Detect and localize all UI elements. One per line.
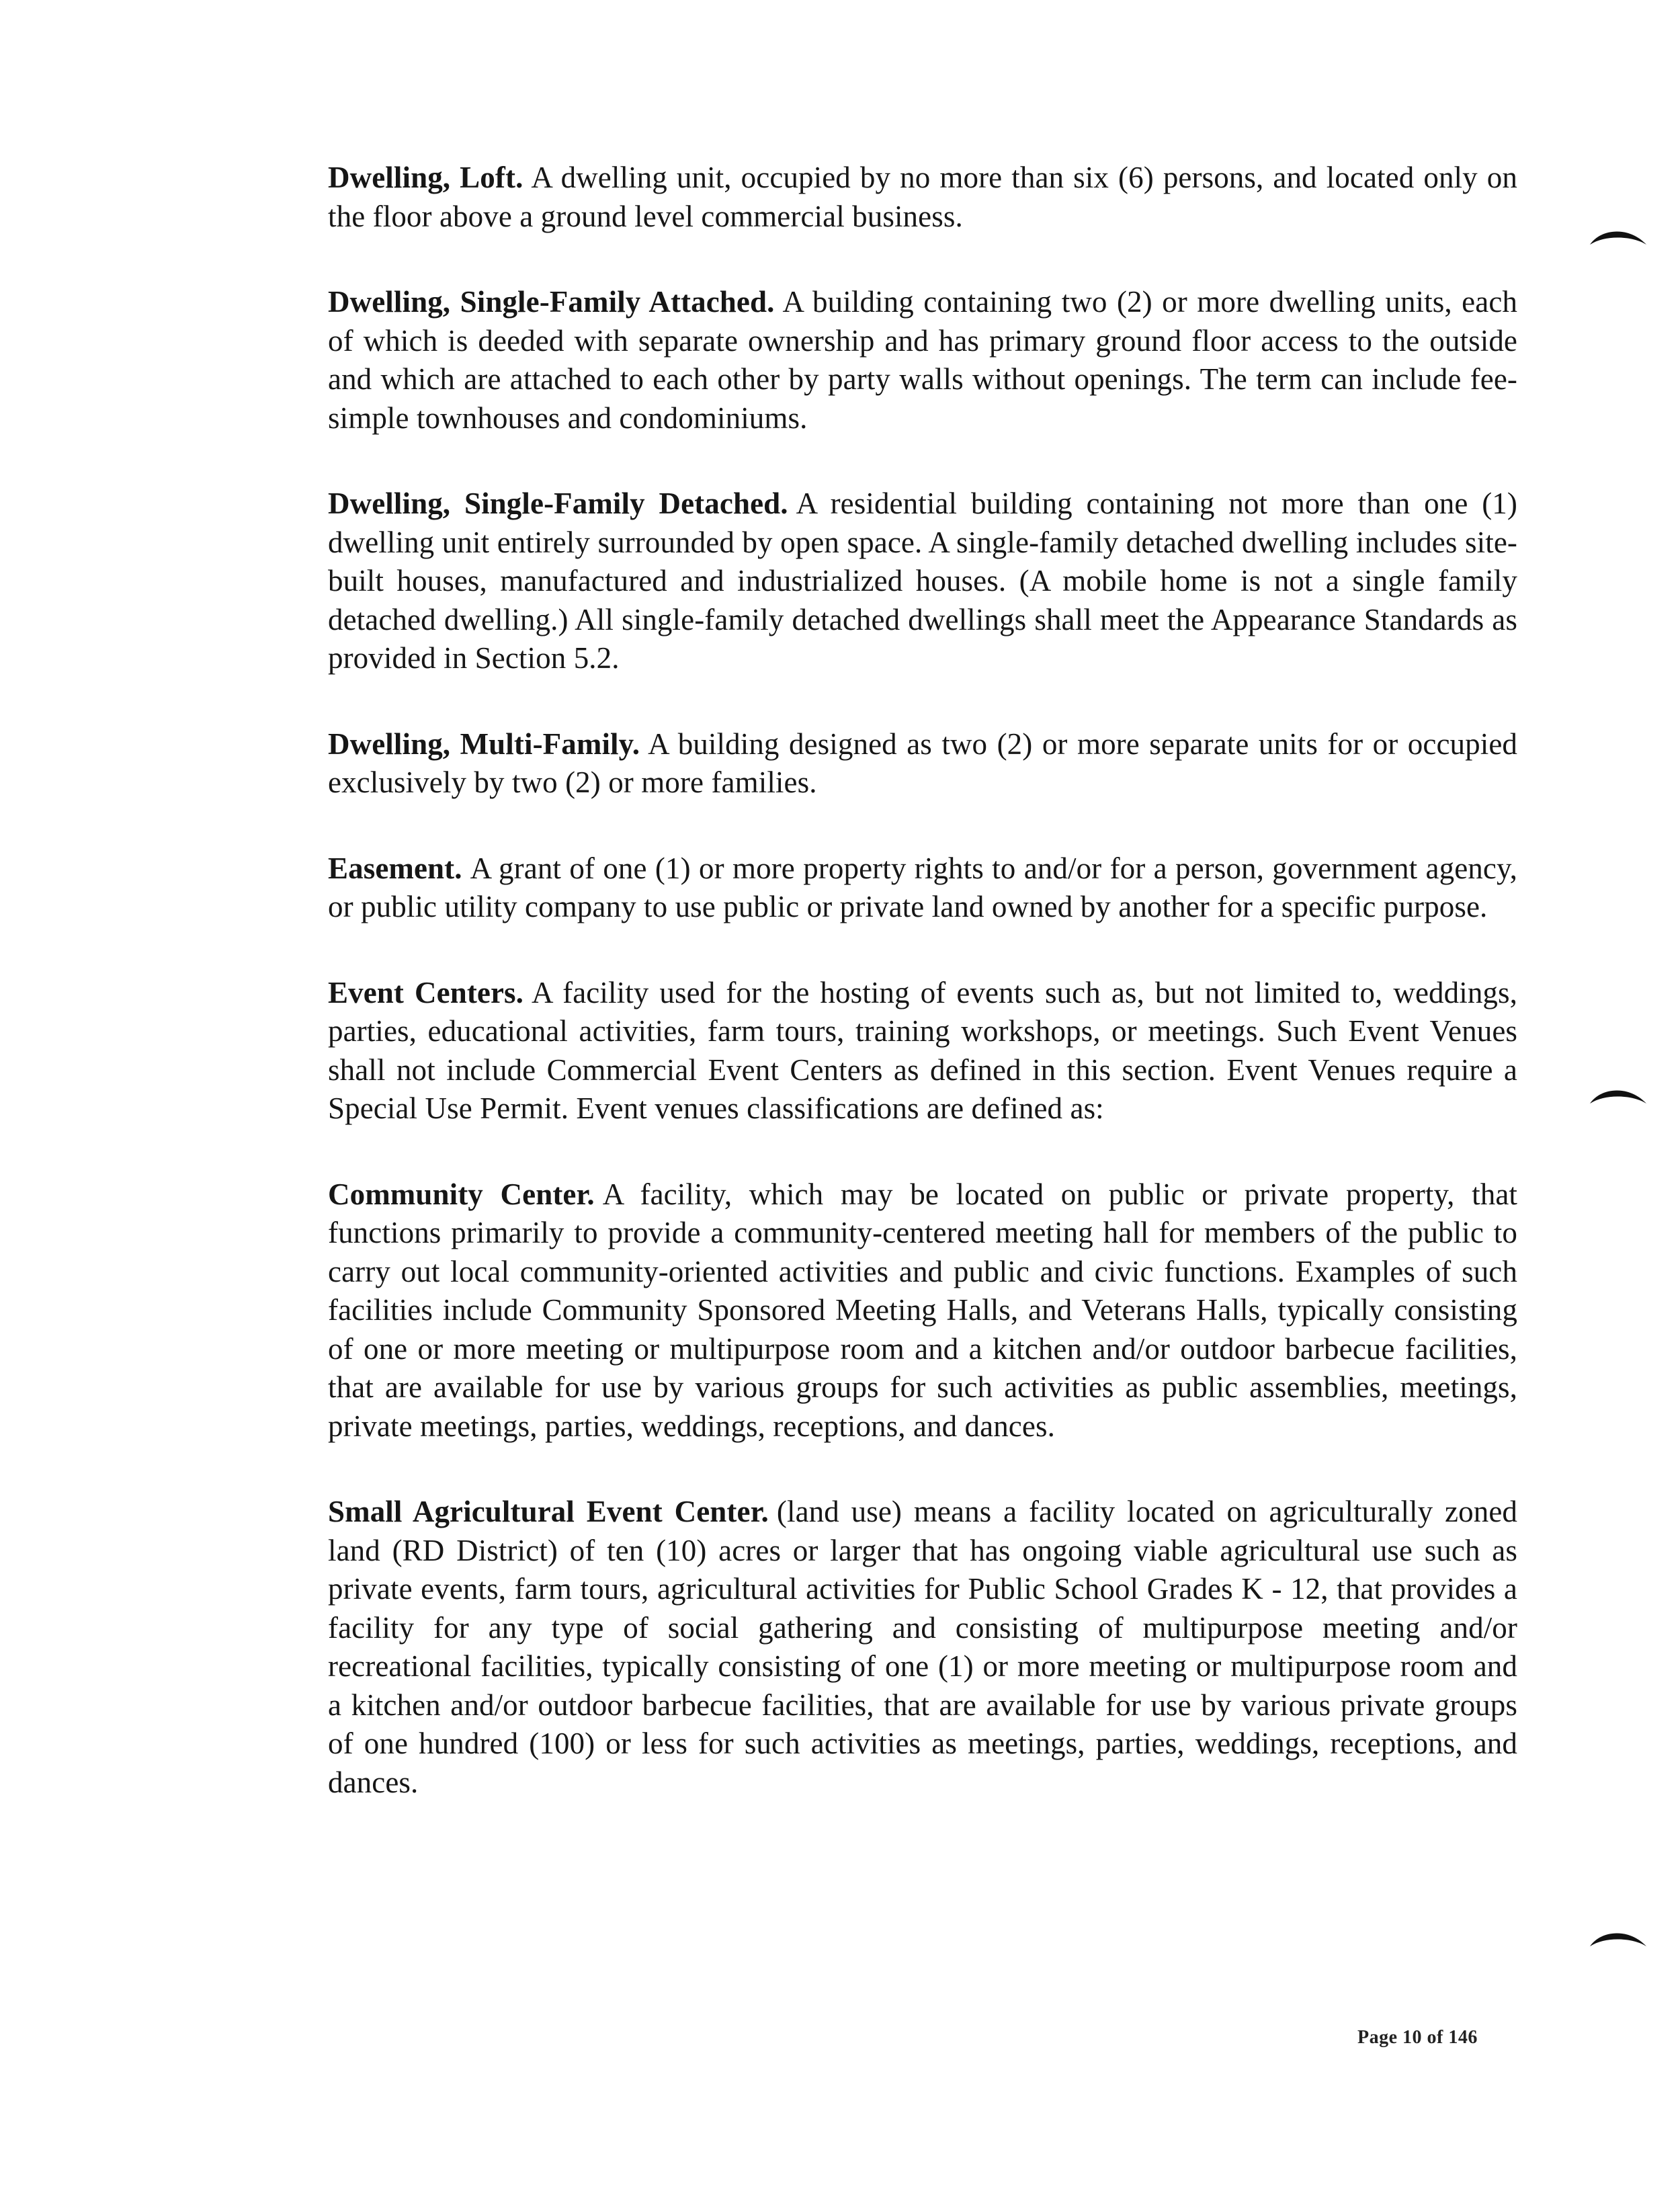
definition-term: Dwelling, Single-Family Attached. — [328, 285, 775, 319]
definition-term: Community Center. — [328, 1177, 595, 1211]
definition-term: Dwelling, Single-Family Detached. — [328, 487, 788, 520]
punch-hole-shape — [1587, 1926, 1649, 1949]
definition-small-agricultural-event-center — [328, 1493, 1517, 1802]
definition-text: A building containing two (2) or more dwelling units, each of which is deeded with separate ownership and has primary ground floor access to the outside and which are attached to each other by party walls without openings. The term can include fee-simple townhouses and condominiums. — [328, 285, 1517, 435]
punch-hole-mark — [1587, 1926, 1649, 1949]
definition-text: A grant of one (1) or more property rights to and/or for a person, government agency, or public utility company to use public or private land owned by another for a specific purpose. — [328, 851, 1517, 923]
definition-event-centers — [328, 974, 1517, 1128]
punch-hole-shape — [1587, 224, 1649, 247]
definition-term: Event Centers. — [328, 975, 524, 1009]
definition-text: (land use) means a facility located on agriculturally zoned land (RD District) of ten (10) acres or larger that has ongoing viable agricultural use such as private events, farm tours, agricultural activities for Public School Grades K - 12, that provides a facility for any type of social gathering and consisting of multipurpose meeting and/or recreational facilities, typically consisting of one (1) or more meeting or multipurpose room and a kitchen and/or outdoor barbecue facilities, that are available for use by various private groups of one hundred (100) or less for such activities as meetings, parties, weddings, receptions, and dances. — [328, 1495, 1518, 1799]
definition-term: Dwelling, Multi-Family. — [328, 727, 640, 761]
definition-dwelling-single-family-detached — [328, 485, 1517, 678]
page-number: Page 10 of 146 — [1357, 2027, 1478, 2048]
punch-hole-shape — [1587, 1083, 1649, 1106]
definitions-list — [328, 159, 1517, 1802]
definition-text: A facility used for the hosting of events such as, but not limited to, weddings, parties, educational activities, farm tours, training workshops, or meetings. Such Event Venues shall not include Commercial Event Centers as defined in this section. Event Venues require a Special Use Permit. Event venues classifications are defined as: — [328, 975, 1517, 1125]
definition-dwelling-loft — [328, 159, 1517, 236]
definition-text: A dwelling unit, occupied by no more than six (6) persons, and located only on the floor above a ground level commercial business. — [328, 161, 1517, 233]
definition-term: Dwelling, Loft. — [328, 161, 523, 194]
definition-easement — [328, 850, 1517, 927]
definition-term: Easement. — [328, 851, 462, 885]
definition-dwelling-multi-family — [328, 725, 1517, 802]
definition-dwelling-single-family-attached — [328, 283, 1517, 438]
definition-term: Small Agricultural Event Center. — [328, 1495, 769, 1528]
punch-hole-mark — [1587, 1083, 1649, 1106]
definition-text: A residential building containing not more than one (1) dwelling unit entirely surrounded by open space. A single-family detached dwelling includes site-built houses, manufactured and industrialized houses. (A mobile home is not a single family detached dwelling.) All single-family detached dwellings shall meet the Appearance Standards as provided in Section 5.2. — [328, 487, 1517, 675]
definition-text: A facility, which may be located on public or private property, that functions primarily to provide a community-centered meeting hall for members of the public to carry out local community-oriented activities and public and civic functions. Examples of such facilities include Community Sponsored Meeting Halls, and Veterans Halls, typically consisting of one or more meeting or multipurpose room and a kitchen and/or outdoor barbecue facilities, that are available for use by various groups for such activities as public assemblies, meetings, private meetings, parties, weddings, receptions, and dances. — [328, 1177, 1517, 1443]
definition-community-center — [328, 1175, 1517, 1446]
definition-text: A building designed as two (2) or more separate units for or occupied exclusively by two (2) or more families. — [328, 727, 1517, 799]
punch-hole-mark — [1587, 224, 1649, 247]
